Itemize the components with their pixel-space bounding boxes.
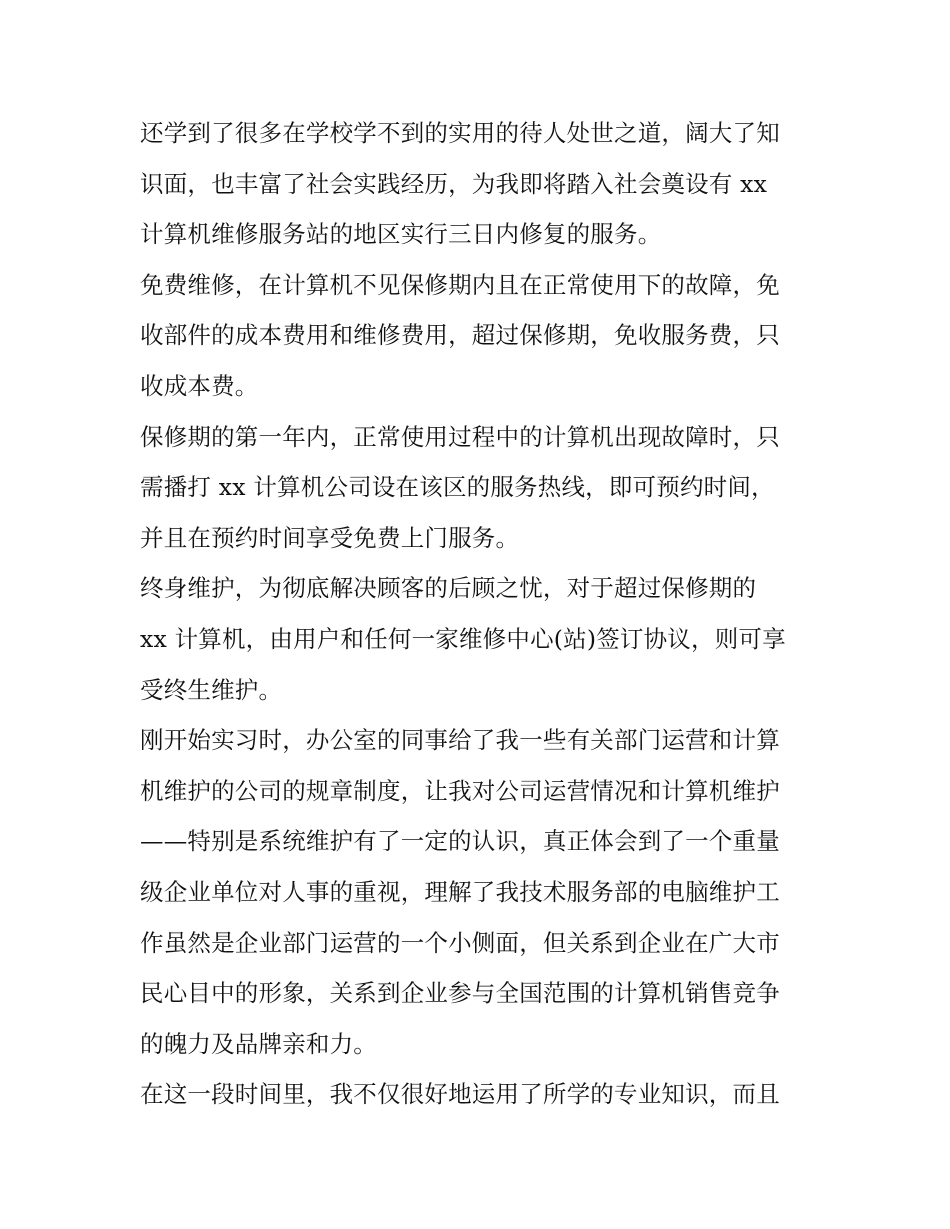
text-line: 识面，也丰富了社会实践经历，为我即将踏入社会奠设有 xx — [140, 169, 768, 198]
text-line: 计算机维修服务站的地区实行三日内修复的服务。 — [140, 220, 662, 249]
text-line: 刚开始实习时，办公室的同事给了我一些有关部门运营和计算 — [140, 726, 780, 755]
text-line: 收部件的成本费用和维修费用，超过保修期，免收服务费，只 — [140, 321, 780, 350]
text-line: 需播打 xx 计算机公司设在该区的服务热线，即可预约时间， — [140, 473, 775, 502]
text-line: 终身维护，为彻底解决顾客的后顾之忧，对于超过保修期的 — [140, 574, 757, 603]
text-line: 免费维修，在计算机不见保修期内且在正常使用下的故障，免 — [140, 270, 780, 299]
text-line: 机维护的公司的规章制度，让我对公司运营情况和计算机维护 — [140, 776, 780, 805]
text-line: 民心目中的形象，关系到企业参与全国范围的计算机销售竞争 — [140, 979, 780, 1008]
text-line: 级企业单位对人事的重视，理解了我技术服务部的电脑维护工 — [140, 877, 780, 906]
text-line: 的魄力及品牌亲和力。 — [140, 1029, 377, 1058]
text-line: 并且在预约时间享受免费上门服务。 — [140, 523, 520, 552]
text-line: 收成本费。 — [140, 371, 259, 400]
text-line: 作虽然是企业部门运营的一个小侧面，但关系到企业在广大市 — [140, 928, 780, 957]
document-body — [140, 108, 820, 1120]
text-line: ——特别是系统维护有了一定的认识，真正体会到了一个重量 — [140, 827, 780, 856]
text-line: 保修期的第一年内，正常使用过程中的计算机出现故障时，只 — [140, 422, 780, 451]
text-line: 还学到了很多在学校学不到的实用的待人处世之道，阔大了知 — [140, 119, 780, 147]
text-line: 受终生维护。 — [140, 675, 283, 704]
text-line: xx 计算机，由用户和任何一家维修中心(站)签订协议，则可享 — [140, 624, 786, 653]
text-line: 在这一段时间里，我不仅很好地运用了所学的专业知识，而且 — [140, 1080, 780, 1109]
